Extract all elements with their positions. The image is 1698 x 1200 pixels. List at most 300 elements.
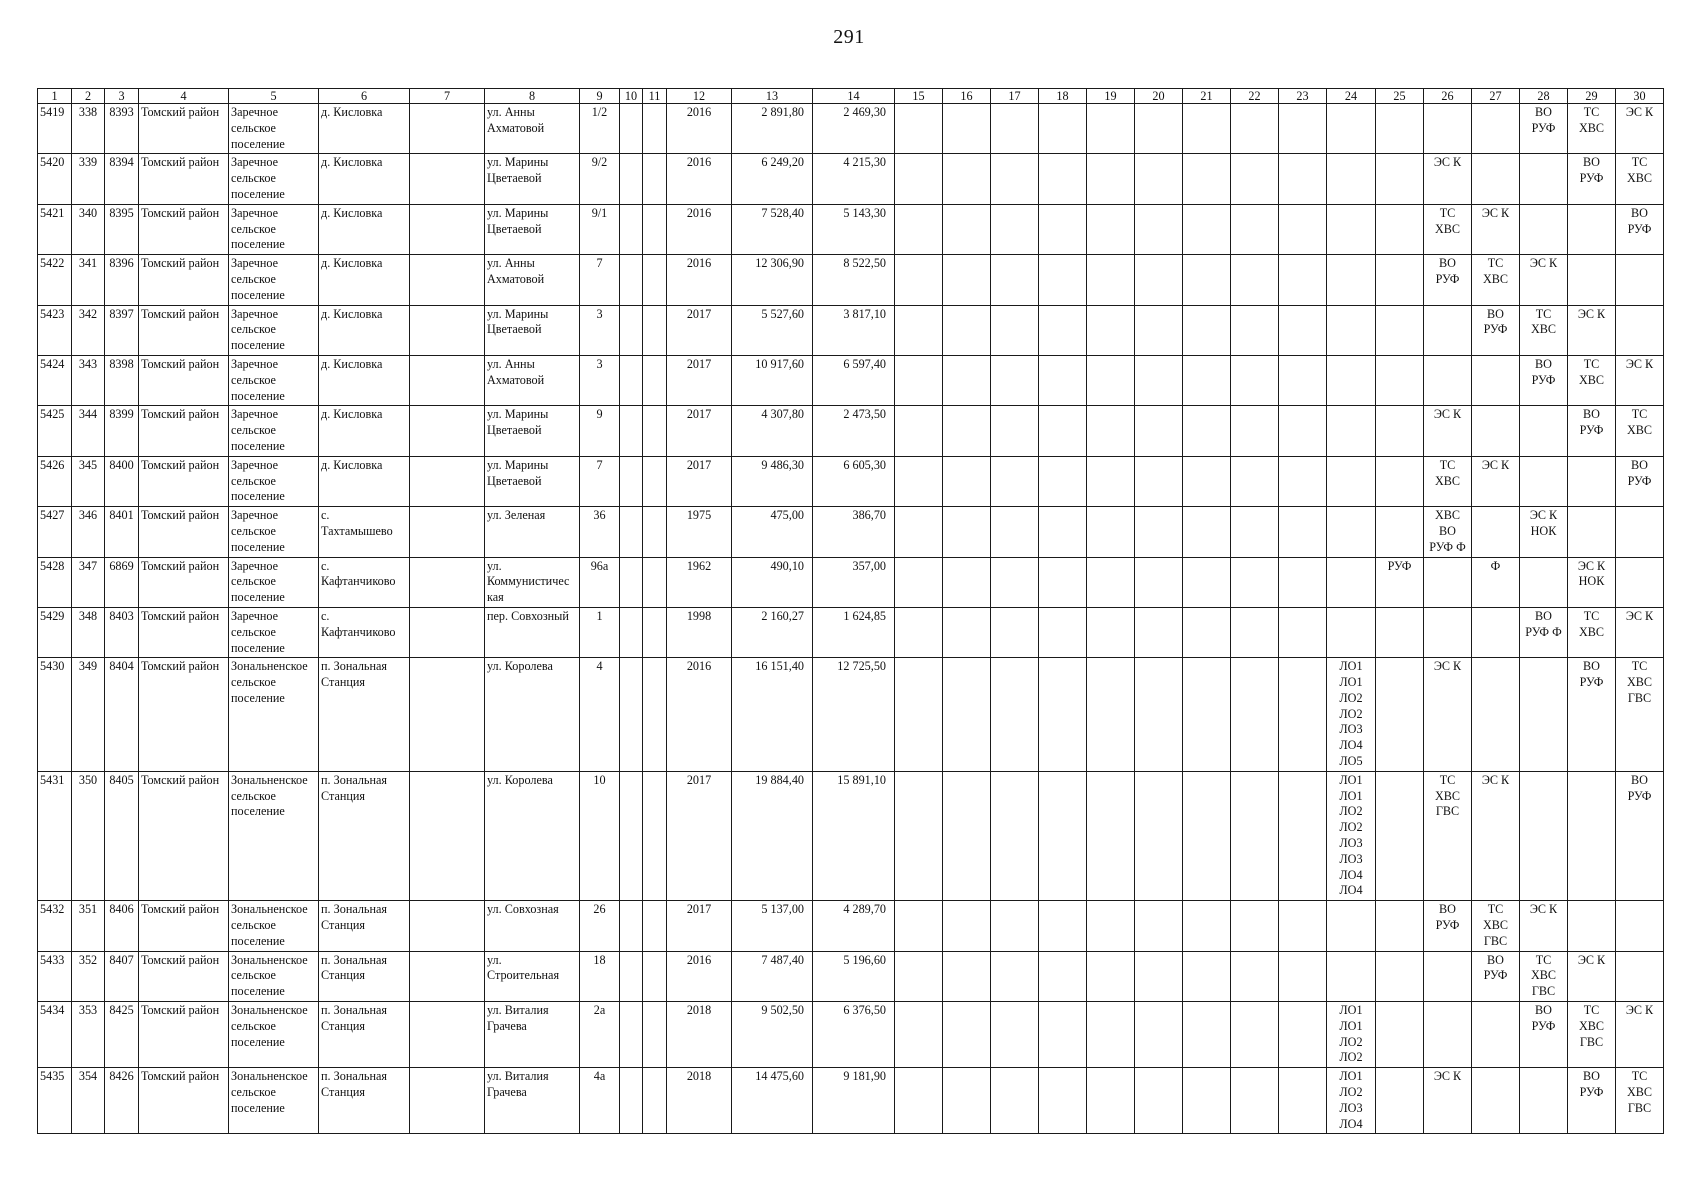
empty-cell-col-18: [1039, 355, 1087, 405]
house-number-cell: 2а: [580, 1002, 620, 1068]
work-col-29-cell: ТС ХВС: [1568, 607, 1616, 657]
empty-cell-col-20: [1135, 204, 1183, 254]
work-col-28-cell: [1520, 154, 1568, 204]
table-row: [38, 658, 1664, 772]
empty-cell-col-7: [410, 771, 485, 900]
empty-cell-col-22: [1231, 305, 1279, 355]
empty-cell-col-20: [1135, 255, 1183, 305]
work-col-27-cell: ВО РУФ: [1472, 951, 1520, 1001]
district-cell: Томский район: [139, 771, 229, 900]
row-number-cell: 349: [72, 658, 105, 772]
work-col-29-cell: ТС ХВС: [1568, 104, 1616, 154]
work-col-25-cell: [1376, 607, 1424, 657]
house-number-cell: 26: [580, 901, 620, 951]
work-col-24-cell: [1327, 204, 1376, 254]
empty-cell-col-21: [1183, 255, 1231, 305]
work-col-30-cell: ЭС К: [1616, 104, 1664, 154]
column-header-1: 1: [38, 89, 72, 104]
work-col-30-cell: ВО РУФ: [1616, 204, 1664, 254]
object-id-cell: 8399: [105, 406, 139, 456]
object-id-cell: 8400: [105, 456, 139, 506]
empty-cell-col-16: [943, 305, 991, 355]
empty-cell-col-11: [643, 305, 667, 355]
object-id-cell: 8401: [105, 507, 139, 557]
living-area-cell: 5 143,30: [813, 204, 895, 254]
locality-cell: д. Кисловка: [319, 305, 410, 355]
empty-cell-col-11: [643, 104, 667, 154]
empty-cell-col-20: [1135, 154, 1183, 204]
column-header-26: 26: [1424, 89, 1472, 104]
column-header-14: 14: [813, 89, 895, 104]
settlement-cell: Заречное сельское поселение: [229, 507, 319, 557]
district-cell: Томский район: [139, 901, 229, 951]
object-id-cell: 8405: [105, 771, 139, 900]
empty-cell-col-21: [1183, 406, 1231, 456]
living-area-cell: 12 725,50: [813, 658, 895, 772]
empty-cell-col-16: [943, 951, 991, 1001]
empty-cell-col-20: [1135, 305, 1183, 355]
living-area-cell: 9 181,90: [813, 1068, 895, 1134]
work-col-26-cell: ХВС ВО РУФ Ф: [1424, 507, 1472, 557]
empty-cell-col-10: [620, 951, 643, 1001]
empty-cell-col-22: [1231, 355, 1279, 405]
settlement-cell: Зональненское сельское поселение: [229, 1068, 319, 1134]
row-number-cell: 350: [72, 771, 105, 900]
settlement-cell: Заречное сельское поселение: [229, 355, 319, 405]
work-col-30-cell: ЭС К: [1616, 607, 1664, 657]
row-number-cell: 344: [72, 406, 105, 456]
table-row: [38, 104, 1664, 154]
empty-cell-col-15: [895, 951, 943, 1001]
street-cell: ул. Строительная: [485, 951, 580, 1001]
empty-cell-col-7: [410, 456, 485, 506]
street-cell: ул. Совхозная: [485, 901, 580, 951]
empty-cell-col-22: [1231, 1002, 1279, 1068]
empty-cell-col-19: [1087, 901, 1135, 951]
empty-cell-col-21: [1183, 204, 1231, 254]
empty-cell-col-21: [1183, 771, 1231, 900]
empty-cell-col-23: [1279, 204, 1327, 254]
column-header-5: 5: [229, 89, 319, 104]
work-col-30-cell: ВО РУФ: [1616, 456, 1664, 506]
work-col-26-cell: [1424, 607, 1472, 657]
empty-cell-col-17: [991, 406, 1039, 456]
empty-cell-col-19: [1087, 557, 1135, 607]
work-col-27-cell: Ф: [1472, 557, 1520, 607]
empty-cell-col-16: [943, 507, 991, 557]
empty-cell-col-15: [895, 607, 943, 657]
house-number-cell: 36: [580, 507, 620, 557]
empty-cell-col-11: [643, 507, 667, 557]
total-area-cell: 10 917,60: [732, 355, 813, 405]
empty-cell-col-7: [410, 507, 485, 557]
empty-cell-col-7: [410, 154, 485, 204]
empty-cell-col-15: [895, 901, 943, 951]
district-cell: Томский район: [139, 154, 229, 204]
house-number-cell: 7: [580, 456, 620, 506]
total-area-cell: 7 528,40: [732, 204, 813, 254]
table-row: [38, 607, 1664, 657]
empty-cell-col-10: [620, 255, 643, 305]
work-col-28-cell: ВО РУФ: [1520, 355, 1568, 405]
record-number-cell: 5426: [38, 456, 72, 506]
empty-cell-col-17: [991, 355, 1039, 405]
work-col-26-cell: ТС ХВС: [1424, 456, 1472, 506]
empty-cell-col-11: [643, 154, 667, 204]
work-col-29-cell: ТС ХВС: [1568, 355, 1616, 405]
work-col-28-cell: ЭС К НОК: [1520, 507, 1568, 557]
empty-cell-col-23: [1279, 154, 1327, 204]
total-area-cell: 5 527,60: [732, 305, 813, 355]
street-cell: ул. Королева: [485, 658, 580, 772]
total-area-cell: 9 486,30: [732, 456, 813, 506]
work-col-30-cell: ТС ХВС ГВС: [1616, 1068, 1664, 1134]
empty-cell-col-22: [1231, 406, 1279, 456]
settlement-cell: Зональненское сельское поселение: [229, 658, 319, 772]
work-col-25-cell: [1376, 771, 1424, 900]
row-number-cell: 342: [72, 305, 105, 355]
empty-cell-col-10: [620, 1068, 643, 1134]
total-area-cell: 12 306,90: [732, 255, 813, 305]
work-col-29-cell: ЭС К: [1568, 951, 1616, 1001]
work-col-26-cell: [1424, 104, 1472, 154]
work-col-24-cell: ЛО1 ЛО1 ЛО2 ЛО2 ЛО3 ЛО4 ЛО5: [1327, 658, 1376, 772]
empty-cell-col-10: [620, 154, 643, 204]
empty-cell-col-7: [410, 951, 485, 1001]
work-col-29-cell: [1568, 901, 1616, 951]
empty-cell-col-20: [1135, 607, 1183, 657]
work-col-26-cell: [1424, 1002, 1472, 1068]
empty-cell-col-15: [895, 658, 943, 772]
work-col-28-cell: ВО РУФ: [1520, 1002, 1568, 1068]
column-header-4: 4: [139, 89, 229, 104]
empty-cell-col-7: [410, 1068, 485, 1134]
empty-cell-col-21: [1183, 607, 1231, 657]
table-row: [38, 951, 1664, 1001]
work-col-27-cell: ТС ХВС: [1472, 255, 1520, 305]
settlement-cell: Заречное сельское поселение: [229, 305, 319, 355]
locality-cell: п. Зональная Станция: [319, 901, 410, 951]
column-header-25: 25: [1376, 89, 1424, 104]
column-number-row: [38, 89, 1664, 104]
empty-cell-col-16: [943, 901, 991, 951]
empty-cell-col-16: [943, 406, 991, 456]
column-header-10: 10: [620, 89, 643, 104]
empty-cell-col-20: [1135, 406, 1183, 456]
column-header-30: 30: [1616, 89, 1664, 104]
empty-cell-col-19: [1087, 355, 1135, 405]
column-header-27: 27: [1472, 89, 1520, 104]
work-col-29-cell: ЭС К: [1568, 305, 1616, 355]
work-col-28-cell: [1520, 771, 1568, 900]
house-number-cell: 9/1: [580, 204, 620, 254]
work-col-26-cell: [1424, 305, 1472, 355]
empty-cell-col-16: [943, 255, 991, 305]
house-number-cell: 3: [580, 305, 620, 355]
empty-cell-col-15: [895, 406, 943, 456]
work-col-25-cell: РУФ: [1376, 557, 1424, 607]
empty-cell-col-17: [991, 507, 1039, 557]
empty-cell-col-17: [991, 951, 1039, 1001]
empty-cell-col-11: [643, 1068, 667, 1134]
empty-cell-col-11: [643, 456, 667, 506]
row-number-cell: 352: [72, 951, 105, 1001]
row-number-cell: 339: [72, 154, 105, 204]
record-number-cell: 5430: [38, 658, 72, 772]
column-header-2: 2: [72, 89, 105, 104]
settlement-cell: Зональненское сельское поселение: [229, 901, 319, 951]
empty-cell-col-17: [991, 1068, 1039, 1134]
work-col-27-cell: [1472, 507, 1520, 557]
total-area-cell: 14 475,60: [732, 1068, 813, 1134]
table-row: [38, 355, 1664, 405]
record-number-cell: 5419: [38, 104, 72, 154]
living-area-cell: 3 817,10: [813, 305, 895, 355]
work-col-26-cell: ТС ХВС ГВС: [1424, 771, 1472, 900]
work-col-27-cell: ТС ХВС ГВС: [1472, 901, 1520, 951]
empty-cell-col-21: [1183, 1002, 1231, 1068]
work-col-29-cell: ВО РУФ: [1568, 658, 1616, 772]
empty-cell-col-23: [1279, 406, 1327, 456]
empty-cell-col-7: [410, 305, 485, 355]
year-built-cell: 1975: [667, 507, 732, 557]
empty-cell-col-16: [943, 557, 991, 607]
empty-cell-col-19: [1087, 204, 1135, 254]
empty-cell-col-21: [1183, 557, 1231, 607]
empty-cell-col-17: [991, 204, 1039, 254]
total-area-cell: 475,00: [732, 507, 813, 557]
empty-cell-col-7: [410, 901, 485, 951]
empty-cell-col-19: [1087, 507, 1135, 557]
empty-cell-col-10: [620, 607, 643, 657]
total-area-cell: 2 160,27: [732, 607, 813, 657]
living-area-cell: 2 469,30: [813, 104, 895, 154]
empty-cell-col-17: [991, 607, 1039, 657]
work-col-26-cell: [1424, 355, 1472, 405]
row-number-cell: 340: [72, 204, 105, 254]
empty-cell-col-19: [1087, 771, 1135, 900]
table-row: [38, 456, 1664, 506]
work-col-27-cell: ВО РУФ: [1472, 305, 1520, 355]
year-built-cell: 2017: [667, 456, 732, 506]
year-built-cell: 2017: [667, 355, 732, 405]
year-built-cell: 2016: [667, 204, 732, 254]
empty-cell-col-10: [620, 507, 643, 557]
column-header-7: 7: [410, 89, 485, 104]
work-col-27-cell: [1472, 355, 1520, 405]
year-built-cell: 2018: [667, 1002, 732, 1068]
column-header-3: 3: [105, 89, 139, 104]
total-area-cell: 6 249,20: [732, 154, 813, 204]
living-area-cell: 15 891,10: [813, 771, 895, 900]
work-col-28-cell: [1520, 406, 1568, 456]
registry-table: [37, 88, 1664, 1134]
settlement-cell: Зональненское сельское поселение: [229, 1002, 319, 1068]
empty-cell-col-19: [1087, 456, 1135, 506]
locality-cell: д. Кисловка: [319, 154, 410, 204]
work-col-24-cell: ЛО1 ЛО1 ЛО2 ЛО2 ЛО3 ЛО3 ЛО4 ЛО4: [1327, 771, 1376, 900]
work-col-27-cell: [1472, 406, 1520, 456]
work-col-25-cell: [1376, 507, 1424, 557]
district-cell: Томский район: [139, 951, 229, 1001]
record-number-cell: 5428: [38, 557, 72, 607]
table-row: [38, 901, 1664, 951]
empty-cell-col-16: [943, 204, 991, 254]
district-cell: Томский район: [139, 1002, 229, 1068]
locality-cell: д. Кисловка: [319, 406, 410, 456]
work-col-27-cell: [1472, 607, 1520, 657]
work-col-28-cell: ВО РУФ: [1520, 104, 1568, 154]
work-col-28-cell: ЭС К: [1520, 255, 1568, 305]
empty-cell-col-18: [1039, 305, 1087, 355]
empty-cell-col-20: [1135, 771, 1183, 900]
empty-cell-col-16: [943, 1002, 991, 1068]
empty-cell-col-22: [1231, 771, 1279, 900]
empty-cell-col-7: [410, 1002, 485, 1068]
column-header-18: 18: [1039, 89, 1087, 104]
total-area-cell: 16 151,40: [732, 658, 813, 772]
empty-cell-col-7: [410, 255, 485, 305]
table-row: [38, 1068, 1664, 1134]
empty-cell-col-23: [1279, 255, 1327, 305]
living-area-cell: 4 215,30: [813, 154, 895, 204]
empty-cell-col-18: [1039, 901, 1087, 951]
total-area-cell: 4 307,80: [732, 406, 813, 456]
street-cell: ул. Виталия Грачева: [485, 1002, 580, 1068]
district-cell: Томский район: [139, 305, 229, 355]
empty-cell-col-11: [643, 406, 667, 456]
settlement-cell: Зональненское сельское поселение: [229, 951, 319, 1001]
work-col-25-cell: [1376, 1002, 1424, 1068]
empty-cell-col-20: [1135, 658, 1183, 772]
empty-cell-col-7: [410, 607, 485, 657]
work-col-24-cell: ЛО1 ЛО1 ЛО2 ЛО2: [1327, 1002, 1376, 1068]
empty-cell-col-7: [410, 557, 485, 607]
work-col-26-cell: [1424, 557, 1472, 607]
work-col-26-cell: [1424, 951, 1472, 1001]
empty-cell-col-15: [895, 456, 943, 506]
empty-cell-col-18: [1039, 204, 1087, 254]
empty-cell-col-18: [1039, 154, 1087, 204]
empty-cell-col-21: [1183, 507, 1231, 557]
empty-cell-col-23: [1279, 1002, 1327, 1068]
house-number-cell: 9/2: [580, 154, 620, 204]
row-number-cell: 345: [72, 456, 105, 506]
work-col-29-cell: [1568, 771, 1616, 900]
work-col-30-cell: [1616, 557, 1664, 607]
empty-cell-col-18: [1039, 607, 1087, 657]
work-col-24-cell: [1327, 901, 1376, 951]
empty-cell-col-7: [410, 355, 485, 405]
row-number-cell: 347: [72, 557, 105, 607]
living-area-cell: 5 196,60: [813, 951, 895, 1001]
empty-cell-col-15: [895, 1002, 943, 1068]
empty-cell-col-15: [895, 104, 943, 154]
work-col-24-cell: ЛО1 ЛО2 ЛО3 ЛО4: [1327, 1068, 1376, 1134]
empty-cell-col-19: [1087, 1002, 1135, 1068]
work-col-25-cell: [1376, 951, 1424, 1001]
work-col-27-cell: [1472, 658, 1520, 772]
work-col-26-cell: ВО РУФ: [1424, 255, 1472, 305]
work-col-28-cell: [1520, 557, 1568, 607]
empty-cell-col-17: [991, 255, 1039, 305]
work-col-29-cell: ЭС К НОК: [1568, 557, 1616, 607]
settlement-cell: Заречное сельское поселение: [229, 557, 319, 607]
row-number-cell: 346: [72, 507, 105, 557]
empty-cell-col-22: [1231, 507, 1279, 557]
empty-cell-col-10: [620, 456, 643, 506]
work-col-25-cell: [1376, 255, 1424, 305]
column-header-15: 15: [895, 89, 943, 104]
empty-cell-col-16: [943, 456, 991, 506]
work-col-30-cell: ТС ХВС: [1616, 406, 1664, 456]
empty-cell-col-11: [643, 951, 667, 1001]
record-number-cell: 5433: [38, 951, 72, 1001]
empty-cell-col-22: [1231, 456, 1279, 506]
work-col-24-cell: [1327, 355, 1376, 405]
empty-cell-col-22: [1231, 104, 1279, 154]
empty-cell-col-21: [1183, 456, 1231, 506]
empty-cell-col-21: [1183, 355, 1231, 405]
district-cell: Томский район: [139, 204, 229, 254]
locality-cell: д. Кисловка: [319, 204, 410, 254]
total-area-cell: 2 891,80: [732, 104, 813, 154]
object-id-cell: 8397: [105, 305, 139, 355]
empty-cell-col-22: [1231, 1068, 1279, 1134]
settlement-cell: Заречное сельское поселение: [229, 456, 319, 506]
settlement-cell: Заречное сельское поселение: [229, 406, 319, 456]
empty-cell-col-7: [410, 204, 485, 254]
record-number-cell: 5423: [38, 305, 72, 355]
district-cell: Томский район: [139, 104, 229, 154]
year-built-cell: 2016: [667, 255, 732, 305]
empty-cell-col-11: [643, 255, 667, 305]
empty-cell-col-22: [1231, 951, 1279, 1001]
empty-cell-col-18: [1039, 771, 1087, 900]
empty-cell-col-10: [620, 1002, 643, 1068]
object-id-cell: 8407: [105, 951, 139, 1001]
work-col-27-cell: [1472, 104, 1520, 154]
work-col-28-cell: ВО РУФ Ф: [1520, 607, 1568, 657]
street-cell: ул. Марины Цветаевой: [485, 154, 580, 204]
living-area-cell: 2 473,50: [813, 406, 895, 456]
empty-cell-col-15: [895, 507, 943, 557]
street-cell: ул. Анны Ахматовой: [485, 255, 580, 305]
locality-cell: д. Кисловка: [319, 456, 410, 506]
row-number-cell: 338: [72, 104, 105, 154]
house-number-cell: 9: [580, 406, 620, 456]
living-area-cell: 8 522,50: [813, 255, 895, 305]
empty-cell-col-23: [1279, 104, 1327, 154]
object-id-cell: 8426: [105, 1068, 139, 1134]
work-col-25-cell: [1376, 355, 1424, 405]
record-number-cell: 5422: [38, 255, 72, 305]
empty-cell-col-15: [895, 154, 943, 204]
locality-cell: с. Тахтамышево: [319, 507, 410, 557]
empty-cell-col-21: [1183, 104, 1231, 154]
work-col-25-cell: [1376, 104, 1424, 154]
empty-cell-col-11: [643, 771, 667, 900]
street-cell: пер. Совхозный: [485, 607, 580, 657]
locality-cell: д. Кисловка: [319, 355, 410, 405]
street-cell: ул. Виталия Грачева: [485, 1068, 580, 1134]
column-header-21: 21: [1183, 89, 1231, 104]
empty-cell-col-15: [895, 1068, 943, 1134]
work-col-26-cell: ВО РУФ: [1424, 901, 1472, 951]
street-cell: ул. Марины Цветаевой: [485, 406, 580, 456]
empty-cell-col-22: [1231, 557, 1279, 607]
empty-cell-col-17: [991, 305, 1039, 355]
